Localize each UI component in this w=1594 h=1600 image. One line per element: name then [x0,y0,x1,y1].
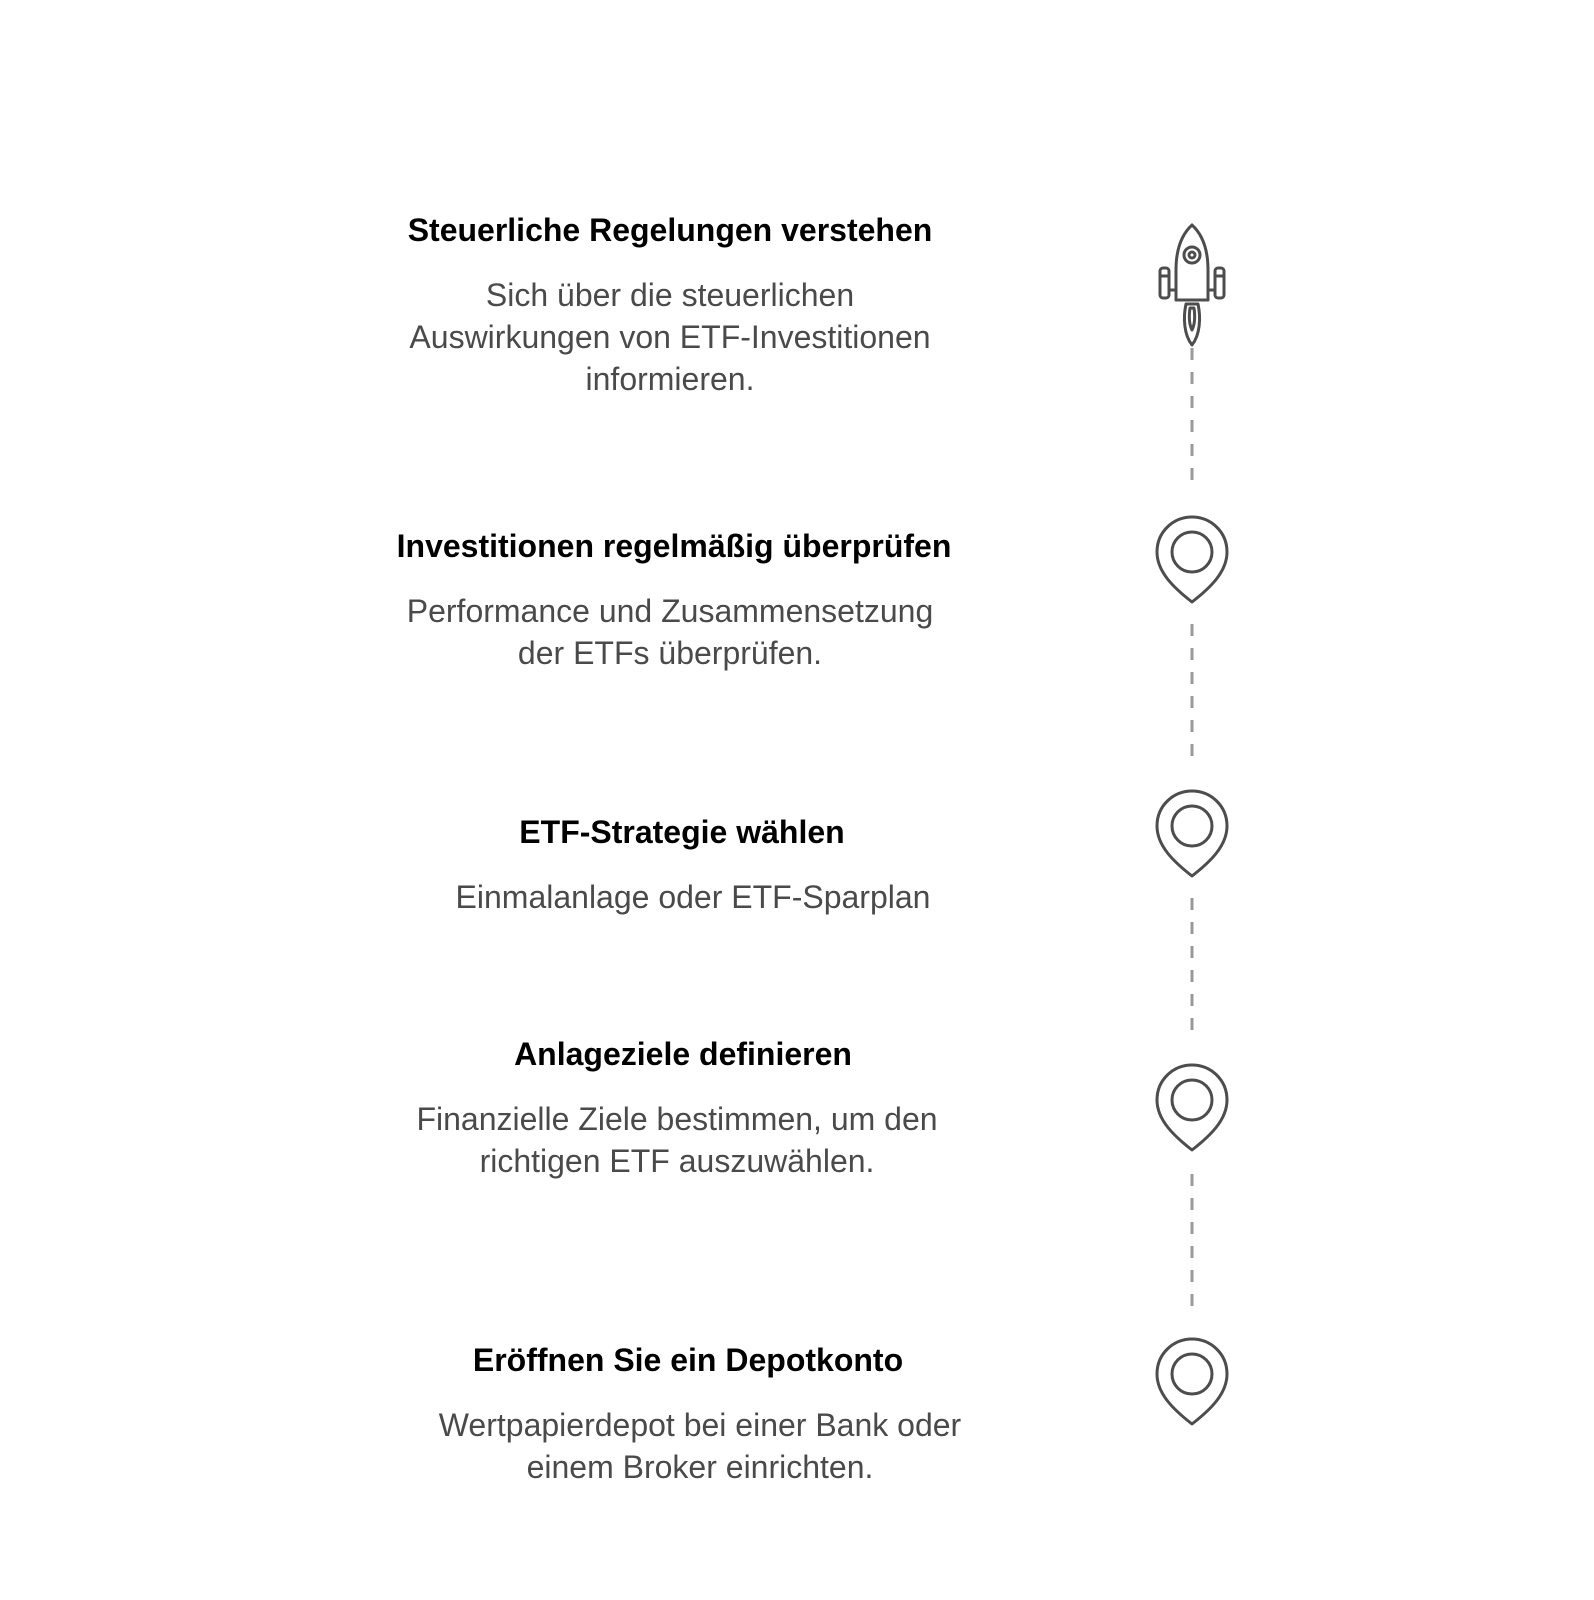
step-title: Investitionen regelmäßig überprüfen [396,528,952,564]
location-pin-icon [1157,517,1227,602]
location-pin-icon [1157,1065,1227,1150]
step-description-line: der ETFs überprüfen. [517,635,823,671]
step-title: Eröffnen Sie ein Depotkonto [472,1342,904,1378]
step-description-line: richtigen ETF auszuwählen. [479,1143,875,1179]
step-description-line: Performance und Zusammensetzung [406,593,934,629]
step-description-line: Auswirkungen von ETF-Investitionen [409,319,931,355]
location-pin-icon [1157,791,1227,876]
step-description-line: Einmalanlage oder ETF-Sparplan [455,879,931,915]
step-description-line: Finanzielle Ziele bestimmen, um den [416,1101,938,1137]
step-description-line: Wertpapierdepot bei einer Bank oder [438,1407,962,1443]
step-title: Anlageziele definieren [514,1036,852,1072]
location-pin-icon [1157,1339,1227,1424]
step-description-line: einem Broker einrichten. [526,1449,874,1485]
rocket-icon [1160,225,1224,345]
step-title: Steuerliche Regelungen verstehen [407,212,933,248]
step-description-line: Sich über die steuerlichen [485,277,855,313]
step-description-line: informieren. [585,361,755,397]
step-title: ETF-Strategie wählen [519,814,845,850]
